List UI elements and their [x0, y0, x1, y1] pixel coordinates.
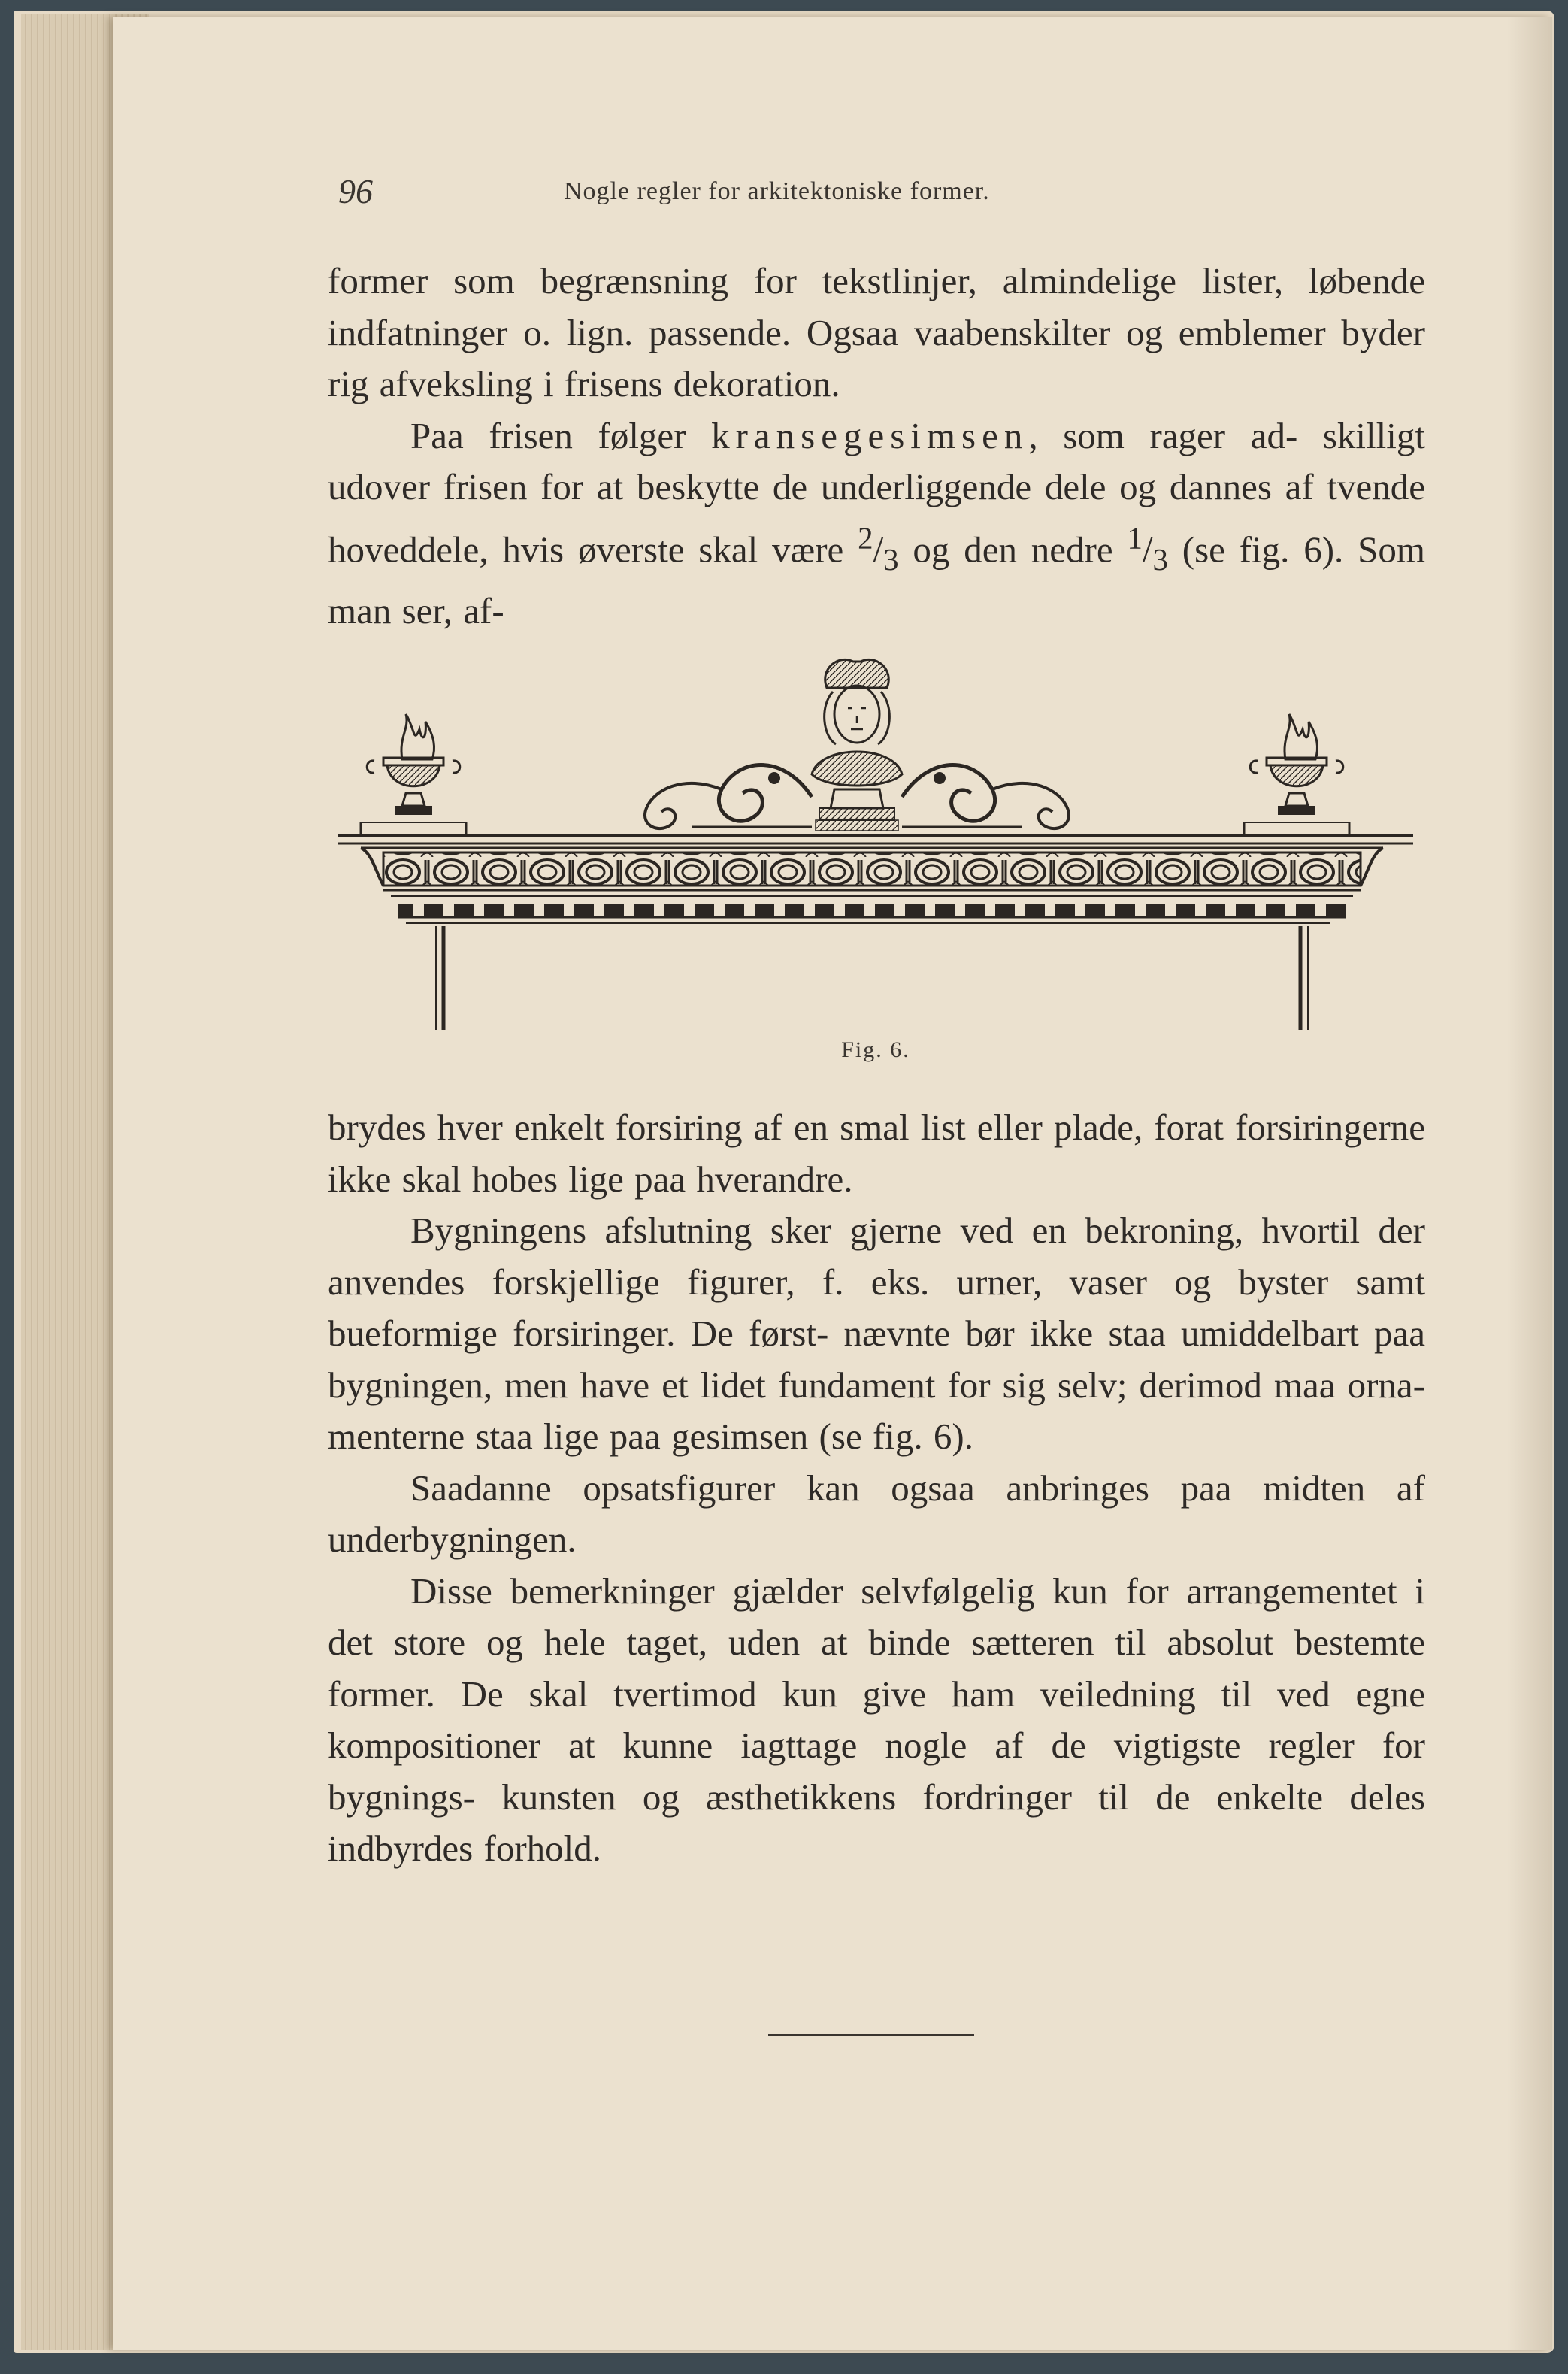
text-line: , som rager ad- [1028, 414, 1298, 456]
text-line: arrangementet i det store og hele taget, uden at binde [328, 1570, 1425, 1663]
text-line: sætteren til absolut bestemte former. De skal tvertimod [328, 1622, 1425, 1715]
paragraph-5 [328, 1566, 1425, 1875]
text-line: menterne staa lige paa gesimsen (se fig. 6). [328, 1416, 973, 1457]
text-line: hvortil der anvendes forskjellige figurer, f. eks. urner, [328, 1210, 1425, 1303]
fraction-one-third: $^1/_3$ [1127, 521, 1168, 577]
text-line: forat forsiringerne ikke skal hobes lige paa hverandre. [328, 1107, 1426, 1200]
page-number: 96 [338, 172, 373, 210]
page-shading [1507, 17, 1552, 2350]
text-line: løbende indfatninger o. lign. passende. Ogsaa vaabenskilter [328, 260, 1426, 353]
text-line: skilligt udover frisen for at beskytte de underliggende [328, 414, 1425, 507]
text-line: Paa frisen følger [410, 414, 686, 456]
end-rule [768, 2034, 974, 2036]
text-line: Saadanne opsatsfigurer kan ogsaa anbringes paa [410, 1467, 1232, 1509]
text-line: kunne iagttage nogle af de vigtigste regler for bygnings- [328, 1724, 1426, 1818]
figure-cornice [331, 646, 1421, 1075]
fraction-two-thirds: $^2/_3$ [858, 521, 899, 577]
text-line: midten af underbygningen. [328, 1467, 1425, 1560]
text-line: være [772, 528, 844, 570]
text-line: kun give ham veiledning til ved egne kompositioner at [328, 1673, 1426, 1766]
spaced-term: kransegesimsen [711, 414, 1029, 456]
text-line: og emblemer byder rig afveksling i frisens dekoration. [328, 311, 1425, 404]
paragraph-3 [328, 1205, 1425, 1463]
running-title: Nogle regler for arkitektoniske former. [564, 177, 990, 205]
text-block-bottom [328, 1102, 1425, 1875]
paragraph-2-continued [328, 1102, 1425, 1205]
cornice [338, 836, 1413, 1030]
text-line: Bygningens afslutning sker gjerne ved en bekroning, [410, 1210, 1244, 1251]
text-line: (se fig. 6). Som man ser, af- [328, 528, 1425, 632]
text-line: kunsten og æsthetikkens fordringer til de enkelte deles [501, 1776, 1426, 1818]
left-urn [361, 714, 466, 834]
figure-caption: Fig. 6. [841, 1037, 910, 1062]
paragraph-2 [328, 410, 1425, 637]
right-scroll [902, 765, 1069, 829]
text-line: brydes hver enkelt forsiring af en smal list eller plade, [328, 1107, 1143, 1148]
running-head [338, 168, 1436, 221]
text-line: have et lidet fundament for sig selv; derimod maa orna- [580, 1364, 1425, 1406]
text-line: dele og dannes af tvende hoveddele, hvis øverste skal [328, 466, 1426, 570]
central-bust [812, 659, 902, 831]
text-line: nævnte bør ikke staa umiddelbart paa bygningen, men [328, 1313, 1426, 1406]
text-line: indbyrdes forhold. [328, 1827, 601, 1869]
right-urn [1244, 714, 1349, 834]
paragraph-4 [328, 1463, 1425, 1566]
left-scroll [645, 765, 812, 829]
paragraph-1 [328, 256, 1425, 410]
text-line: og den nedre [913, 528, 1113, 570]
cornice-illustration [331, 646, 1421, 1030]
text-block-top [328, 256, 1425, 637]
text-line: former som begrænsning for tekstlinjer, almindelige lister, [328, 260, 1284, 301]
text-line: vaser og byster samt bueformige forsiringer. De først- [328, 1261, 1425, 1354]
text-line: Disse bemerkninger gjælder selvfølgelig kun for [410, 1570, 1169, 1612]
